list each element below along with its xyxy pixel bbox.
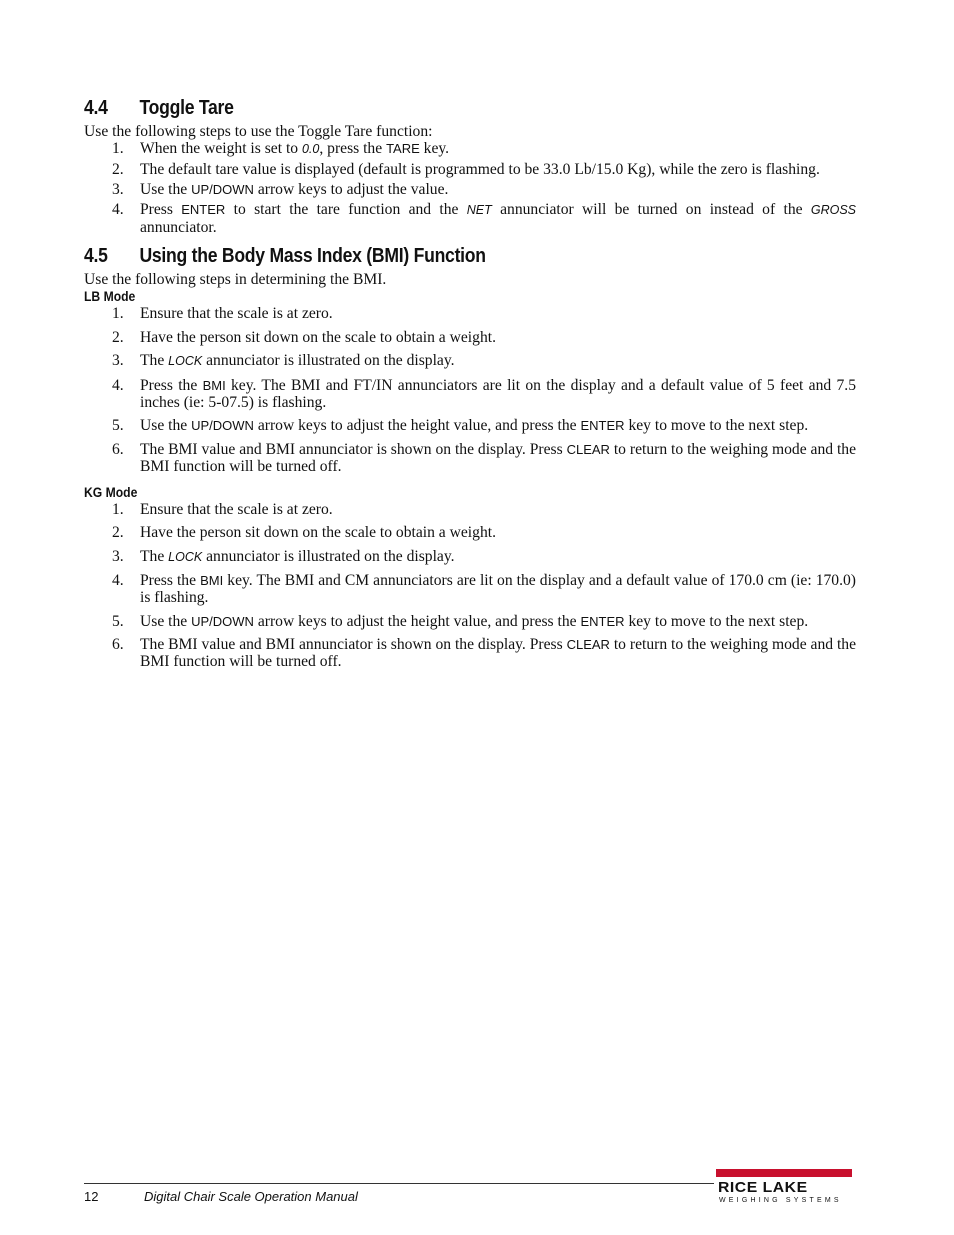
key-name: UP/DOWN — [191, 613, 254, 629]
manual-title: Digital Chair Scale Operation Manual — [144, 1189, 358, 1204]
step-text: Ensure that the scale is at zero. — [140, 500, 333, 518]
step-text: key to move to the next step. — [624, 417, 809, 434]
key-name: BMI — [200, 573, 224, 588]
section-intro: Use the following steps to use the Toggle Tare function: — [84, 123, 433, 140]
key-name: CLEAR — [566, 441, 610, 457]
section-number: 4.4 — [84, 97, 108, 119]
key-name: ENTER — [580, 613, 625, 629]
step-text: Press the — [140, 376, 203, 394]
logo-subtext: WEIGHING SYSTEMS — [719, 1197, 842, 1204]
step-number: 3. — [112, 547, 124, 565]
list-item — [84, 140, 856, 158]
step-number: 3. — [112, 352, 124, 369]
step-number: 1. — [112, 305, 124, 322]
list-item — [84, 417, 856, 434]
list-item — [84, 501, 856, 518]
lb-mode-steps — [84, 305, 856, 475]
key-name: BMI — [202, 377, 226, 393]
step-text: arrow keys to adjust the height value, and press the — [253, 612, 581, 630]
step-text: When the weight is set to — [140, 140, 302, 157]
step-text: to return to the weighing mode and the BMI function will be turned off. — [140, 440, 856, 475]
step-number: 5. — [112, 612, 124, 630]
step-text: key. — [419, 140, 450, 157]
list-item — [84, 352, 856, 370]
step-number: 6. — [112, 440, 124, 458]
key-name: UP/DOWN — [191, 182, 254, 197]
key-name: CLEAR — [566, 637, 610, 652]
step-number: 4. — [112, 572, 124, 589]
section-number: 4.5 — [84, 245, 108, 267]
step-number: 5. — [112, 417, 124, 434]
step-number: 2. — [112, 161, 124, 178]
step-number: 4. — [112, 201, 124, 218]
section-heading-bmi — [84, 245, 763, 267]
list-item — [84, 161, 856, 178]
step-number: 2. — [112, 328, 124, 346]
step-text: to start the tare function and the — [225, 201, 467, 218]
list-item — [84, 201, 856, 236]
annunciator-name: LOCK — [168, 354, 203, 368]
annunciator-name: 0.0 — [301, 142, 320, 156]
list-item — [84, 524, 856, 541]
list-item — [84, 441, 856, 475]
step-text: to return to the weighing mode and the BMI function will be turned off. — [140, 636, 856, 670]
step-text: arrow keys to adjust the value. — [253, 181, 449, 198]
rice-lake-logo — [716, 1169, 852, 1205]
step-text: annunciator is illustrated on the display. — [202, 547, 455, 565]
section-heading-toggle-tare — [84, 97, 763, 119]
list-item — [84, 572, 856, 606]
step-text: The BMI value and BMI annunciator is shown on the display. Press — [140, 636, 567, 653]
page-number: 12 — [84, 1189, 99, 1204]
kg-mode-steps — [84, 501, 856, 671]
step-text: key. The BMI and CM annunciators are lit on the display and a default value of 170.0 cm (ie: 170.0) is flashing. — [140, 572, 856, 606]
list-item — [84, 636, 856, 670]
step-text: Have the person sit down on the scale to obtain a weight. — [140, 524, 496, 541]
section-title: Using the Body Mass Index (BMI) Function — [139, 245, 486, 267]
footer-rule — [84, 1183, 714, 1184]
key-name: TARE — [386, 141, 420, 156]
list-item — [84, 377, 856, 411]
step-text: annunciator. — [140, 219, 217, 236]
step-text: The — [140, 547, 169, 565]
logo-text: RICE LAKE — [718, 1179, 808, 1196]
step-number: 2. — [112, 524, 124, 541]
step-text: annunciator will be turned on instead of the — [491, 201, 811, 218]
step-number: 6. — [112, 636, 124, 653]
step-text: Press the — [140, 572, 201, 589]
step-text: Press — [140, 201, 182, 218]
step-number: 3. — [112, 181, 124, 198]
step-text: The default tare value is displayed (default is programmed to be 33.0 Lb/15.0 Kg), while the zero is flashing. — [140, 161, 820, 178]
toggle-tare-steps — [84, 140, 856, 236]
annunciator-name: GROSS — [810, 203, 857, 217]
annunciator-name: LOCK — [168, 549, 203, 564]
step-text: key to move to the next step. — [624, 612, 809, 630]
page-content — [84, 97, 857, 677]
step-text: annunciator is illustrated on the display. — [202, 352, 455, 369]
section-title: Toggle Tare — [139, 97, 234, 119]
logo-bar — [716, 1169, 852, 1177]
step-number: 1. — [112, 500, 124, 518]
step-text: The — [140, 352, 169, 369]
key-name: ENTER — [580, 418, 625, 433]
annunciator-name: NET — [466, 203, 492, 217]
key-name: ENTER — [181, 202, 226, 217]
list-item — [84, 329, 856, 346]
list-item — [84, 305, 856, 322]
step-number: 4. — [112, 376, 124, 394]
key-name: UP/DOWN — [191, 418, 254, 433]
step-text: Use the — [140, 612, 192, 630]
step-text: Ensure that the scale is at zero. — [140, 305, 333, 322]
list-item — [84, 548, 856, 566]
step-text: arrow keys to adjust the height value, and press the — [253, 417, 581, 434]
step-text: Use the — [140, 181, 192, 198]
step-text: , press the — [319, 140, 387, 157]
list-item — [84, 181, 856, 198]
step-text: Use the — [140, 417, 192, 434]
step-text: Have the person sit down on the scale to obtain a weight. — [140, 328, 496, 346]
list-item — [84, 613, 856, 630]
step-text: The BMI value and BMI annunciator is shown on the display. Press — [140, 440, 567, 458]
subheading-lb-mode: LB Mode — [84, 289, 136, 304]
subheading-kg-mode: KG Mode — [84, 484, 138, 500]
step-text: key. The BMI and FT/IN annunciators are lit on the display and a default value of 5 feet and 7.5 inches (ie: 5-07.5) is flashing. — [140, 376, 856, 411]
section-intro: Use the following steps in determining the BMI. — [84, 271, 387, 288]
step-number: 1. — [112, 140, 124, 157]
